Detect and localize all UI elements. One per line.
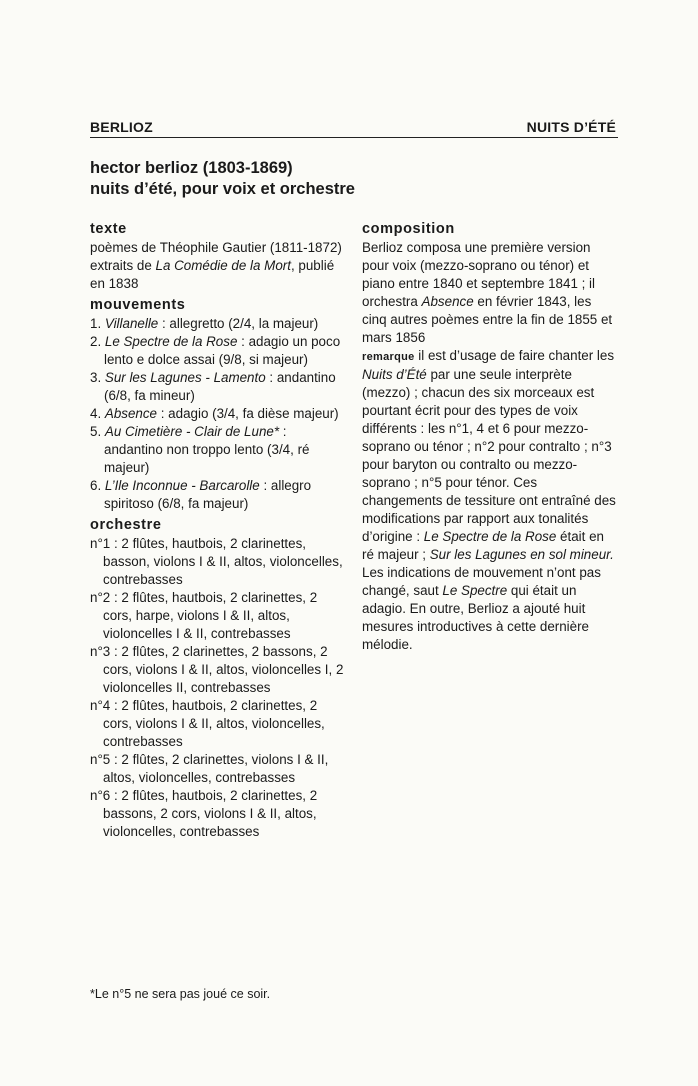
composition-body bbox=[362, 239, 616, 347]
orchestration-item bbox=[90, 589, 346, 643]
page-title bbox=[90, 158, 355, 200]
texte-work-title: La Comédie de la Mort bbox=[155, 258, 291, 273]
movement-item bbox=[90, 405, 346, 423]
remarque-work-title: Nuits d’Été bbox=[362, 367, 427, 382]
remarque-text: il est d’usage de faire chanter les bbox=[414, 348, 615, 363]
orchestration-number: n°5 bbox=[90, 752, 111, 767]
header-divider bbox=[90, 137, 618, 138]
right-column bbox=[362, 220, 616, 654]
orchestration-number: n°3 bbox=[90, 644, 111, 659]
remarque-work-title: Sur les Lagunes en sol mineur. bbox=[429, 547, 614, 562]
remarque-text: était en ré majeur ; bbox=[362, 529, 604, 562]
orchestration-text: : 2 flûtes, hautbois, 2 clarinettes, 2 cors, violons I & II, altos, violoncelles, contrebasses bbox=[103, 698, 325, 749]
orchestration-text: : 2 flûtes, hautbois, 2 clarinettes, 2 cors, harpe, violons I & II, altos, violoncelles I & II, contrebasses bbox=[103, 590, 318, 641]
remarque-work-title: Le Spectre bbox=[442, 583, 508, 598]
remarque-text: par une seule interprète (mezzo) ; chacun des six morceaux est pourtant écrit pour des types de voix différents : les n°1, 4 et 6 pour mezzo-soprano ou ténor ; n°2 pour contralto ; n°3 pour baryton ou contralto ou mezzo-soprano ; n°5 pour ténor. Ces changements de tessiture ont entraîné des modifications par rapport aux tonalités d’origine : bbox=[362, 367, 616, 544]
texte-heading: texte bbox=[90, 221, 127, 237]
movement-item bbox=[90, 477, 346, 513]
remarque-work-title: Le Spectre de la Rose bbox=[423, 529, 557, 544]
composition-work-title: Absence bbox=[421, 294, 474, 309]
movement-detail: : andantino (6/8, fa mineur) bbox=[104, 370, 336, 403]
orchestration-item bbox=[90, 751, 346, 787]
movement-name: Le Spectre de la Rose bbox=[104, 334, 238, 349]
movement-number: 1. bbox=[90, 316, 105, 331]
composition-text: Berlioz composa une première version pour voix (mezzo-soprano ou ténor) et piano entre 1840 et septembre 1841 ; il orchestra bbox=[362, 240, 596, 309]
orchestration-text: : 2 flûtes, hautbois, 2 clarinettes, 2 bassons, 2 cors, violons I & II, altos, violoncelles, contrebasses bbox=[103, 788, 318, 839]
movement-name: L’Ile Inconnue - Barcarolle bbox=[104, 478, 260, 493]
movement-item bbox=[90, 315, 346, 333]
header-composer: BERLIOZ bbox=[90, 119, 153, 135]
movement-detail: : adagio (3/4, fa dièse majeur) bbox=[157, 406, 339, 421]
orchestration-number: n°1 bbox=[90, 536, 111, 551]
orchestration-item bbox=[90, 697, 346, 751]
orchestration-number: n°6 bbox=[90, 788, 111, 803]
movement-item bbox=[90, 423, 346, 477]
orchestration-item bbox=[90, 787, 346, 841]
orchestration-number: n°4 bbox=[90, 698, 111, 713]
orchestration-number: n°2 bbox=[90, 590, 111, 605]
movement-item bbox=[90, 369, 346, 405]
left-column bbox=[90, 220, 346, 841]
movement-detail: : andantino non troppo lento (3/4, ré majeur) bbox=[104, 424, 310, 475]
mouvements-heading: mouvements bbox=[90, 297, 186, 313]
texte-body bbox=[90, 239, 346, 293]
movement-detail: : adagio un poco lento e dolce assai (9/8, si majeur) bbox=[104, 334, 341, 367]
movement-detail: : allegretto (2/4, la majeur) bbox=[158, 316, 319, 331]
title-composer: hector berlioz (1803-1869) bbox=[90, 159, 293, 177]
movement-number: 6. bbox=[90, 478, 105, 493]
orchestration-text: : 2 flûtes, hautbois, 2 clarinettes, basson, violons I & II, altos, violoncelles, contrebasses bbox=[103, 536, 343, 587]
movement-number: 3. bbox=[90, 370, 105, 385]
movement-number: 2. bbox=[90, 334, 105, 349]
orchestre-heading: orchestre bbox=[90, 517, 162, 533]
composition-heading: composition bbox=[362, 221, 455, 237]
composition-text-end: en février 1843, les cinq autres poèmes entre la fin de 1855 et mars 1856 bbox=[362, 294, 613, 345]
title-work: nuits d’été, pour voix et orchestre bbox=[90, 180, 355, 198]
orchestration-text: : 2 flûtes, 2 clarinettes, violons I & II, altos, violoncelles, contrebasses bbox=[103, 752, 329, 785]
texte-text: poèmes de Théophile Gautier (1811-1872) extraits de bbox=[90, 240, 342, 273]
movement-number: 4. bbox=[90, 406, 105, 421]
movement-number: 5. bbox=[90, 424, 105, 439]
movement-item bbox=[90, 333, 346, 369]
movement-name: Sur les Lagunes - Lamento bbox=[104, 370, 266, 385]
texte-text-end: , publié en 1838 bbox=[90, 258, 335, 291]
movement-name: Villanelle bbox=[104, 316, 159, 331]
footnote: *Le n°5 ne sera pas joué ce soir. bbox=[90, 987, 271, 1001]
remarque-label: remarque bbox=[362, 351, 415, 363]
remarque-body bbox=[362, 347, 616, 654]
orchestration-item bbox=[90, 535, 346, 589]
remarque-text: Les indications de mouvement n’ont pas changé, saut bbox=[362, 565, 601, 598]
movement-name: Au Cimetière - Clair de Lune* bbox=[104, 424, 280, 439]
movement-name: Absence bbox=[104, 406, 158, 421]
header-work: NUITS D’ÉTÉ bbox=[526, 119, 616, 135]
orchestration-text: : 2 flûtes, 2 clarinettes, 2 bassons, 2 cors, violons I & II, altos, violoncelles I, 2 violoncelles II, contrebasses bbox=[103, 644, 344, 695]
orchestration-item bbox=[90, 643, 346, 697]
remarque-text: qui était un adagio. En outre, Berlioz a ajouté huit mesures introductives à cette dernière mélodie. bbox=[362, 583, 590, 652]
movement-detail: : allegro spiritoso (6/8, fa majeur) bbox=[104, 478, 312, 511]
